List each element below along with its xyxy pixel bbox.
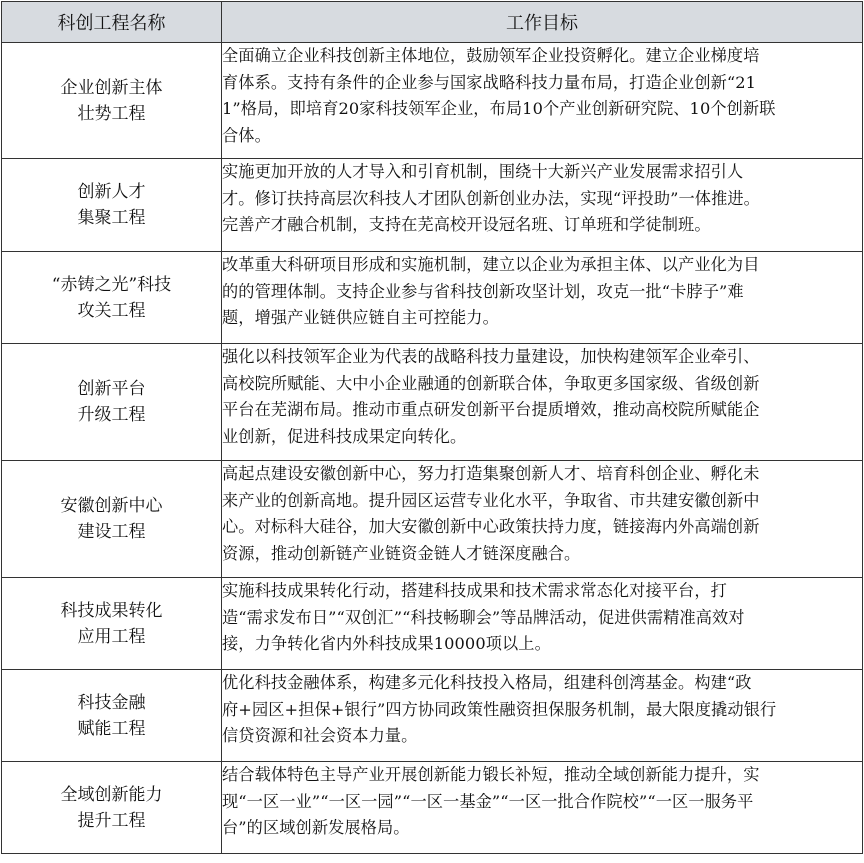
goal-line: 完善产才融合机制，支持在芜高校开设冠名班、订单班和学徒制班。 — [222, 215, 711, 234]
goal-line: 造“需求发布日”“双创汇”“科技畅聊会”等品牌活动，促进供需精准高效对 — [222, 607, 745, 627]
table-row — [2, 252, 863, 344]
goal-line: 的的管理体制。支持企业参与省科技创新攻坚计划，攻克一批“卡脖子”难 — [222, 281, 744, 301]
goal-line: 平台在芜湖布局。推动市重点研发创新平台提质增效，推动高校院所赋能企 — [222, 400, 760, 419]
project-name-line: “赤铸之光”科技 — [51, 274, 172, 295]
goal-line: 优化科技金融体系，构建多元化科技投入格局，组建科创湾基金。构建“政 — [222, 673, 752, 692]
goal-line: 才。修订扶持高层次科技人才团队创新创业办法，实现“评投助”一体推进。 — [222, 188, 760, 208]
header-work-goal: 工作目标 — [222, 2, 863, 43]
table-row — [2, 762, 863, 854]
project-name-cell — [2, 762, 222, 854]
goal-line: 资源，推动创新链产业链资金链人才链深度融合。 — [222, 543, 581, 563]
goal-line: 全面确立企业科技创新主体地位，鼓励领军企业投资孵化。建立企业梯度培 — [222, 46, 760, 65]
project-name-line: 企业创新主体 — [60, 77, 163, 98]
engineering-goals-table — [1, 1, 863, 854]
work-goal-cell — [222, 344, 863, 461]
goal-line: 强化以科技领军企业为代表的战略科技力量建设，加快构建领军企业牵引、 — [222, 347, 760, 366]
goal-line: 心。对标科大硅谷，加大安徽创新中心政策扶持力度，链接海内外高端创新 — [222, 517, 760, 536]
work-goal-cell — [222, 461, 863, 578]
table-row — [2, 578, 863, 670]
goal-line: 府+园区+担保+银行”四方协同政策性融资担保服务机制，最大限度撬动银行 — [222, 699, 777, 719]
goal-line: 育体系。支持有条件的企业参与国家战略科技力量布局，打造企业创新“21 — [222, 72, 757, 92]
project-name-cell — [2, 159, 222, 252]
work-goal-cell — [222, 762, 863, 854]
project-name-line: 科技金融 — [77, 692, 146, 713]
project-name-line: 壮势工程 — [77, 103, 146, 124]
goal-line: 高校院所赋能、大中小企业融通的创新联合体，争取更多国家级、省级创新 — [222, 373, 760, 393]
project-name-line: 集聚工程 — [77, 208, 146, 228]
goal-line: 接，力争转化省内外科技成果10000项以上。 — [222, 634, 551, 653]
project-name-cell — [2, 43, 222, 159]
work-goal-cell — [222, 252, 863, 344]
goal-line: 结合载体特色主导产业开展创新能力锻长补短，推动全域创新能力提升，实 — [222, 765, 760, 784]
project-name-line: 安徽创新中心 — [60, 496, 163, 516]
project-name-cell — [2, 252, 222, 344]
goal-line: 实施科技成果转化行动，搭建科技成果和技术需求常态化对接平台，打 — [222, 581, 727, 600]
project-name-line: 科技成果转化 — [60, 600, 163, 621]
work-goal-cell — [222, 670, 863, 762]
table-row — [2, 43, 863, 159]
project-name-line: 应用工程 — [77, 626, 146, 647]
project-name-line: 创新平台 — [77, 379, 146, 399]
work-goal-cell — [222, 159, 863, 252]
goal-line: 1”格局，即培育20家科技领军企业，布局10个产业创新研究院、10个创新联 — [222, 99, 776, 118]
table-row — [2, 670, 863, 762]
project-name-line: 创新人才 — [77, 182, 146, 202]
goal-line: 现“一区一业”“一区一园”“一区一基金”“一区一批合作院校”“一区一服务平 — [222, 791, 754, 811]
goal-line: 高起点建设安徽创新中心，努力打造集聚创新人才、培育科创企业、孵化未 — [222, 464, 760, 483]
table-row — [2, 159, 863, 252]
header-project-name: 科创工程名称 — [2, 2, 222, 43]
goal-line: 题，增强产业链供应链自主可控能力。 — [222, 308, 499, 327]
goal-line: 来产业的创新高地。提升园区运营专业化水平，争取省、市共建安徽创新中 — [222, 490, 760, 510]
project-name-line: 攻关工程 — [77, 300, 146, 321]
goal-line: 改革重大科研项目形成和实施机制，建立以企业为承担主体、以产业化为目 — [222, 255, 760, 274]
project-name-line: 升级工程 — [77, 405, 146, 425]
table-row — [2, 461, 863, 578]
project-name-cell — [2, 578, 222, 670]
project-name-line: 建设工程 — [77, 522, 146, 542]
project-name-line: 赋能工程 — [77, 718, 146, 739]
table-row — [2, 344, 863, 461]
work-goal-cell — [222, 43, 863, 159]
goal-line: 实施更加开放的人才导入和引育机制，围绕十大新兴产业发展需求招引人 — [222, 162, 744, 181]
project-name-line: 提升工程 — [77, 810, 146, 831]
goal-line: 台”的区域创新发展格局。 — [222, 818, 410, 837]
project-name-cell — [2, 461, 222, 578]
goal-line: 业创新，促进科技成果定向转化。 — [222, 426, 467, 446]
table-header-row — [2, 2, 863, 43]
goal-line: 合体。 — [222, 125, 271, 145]
goal-line: 信贷资源和社会资本力量。 — [222, 726, 418, 745]
project-name-line: 全域创新能力 — [60, 784, 163, 805]
work-goal-cell — [222, 578, 863, 670]
project-name-cell — [2, 670, 222, 762]
project-name-cell — [2, 344, 222, 461]
